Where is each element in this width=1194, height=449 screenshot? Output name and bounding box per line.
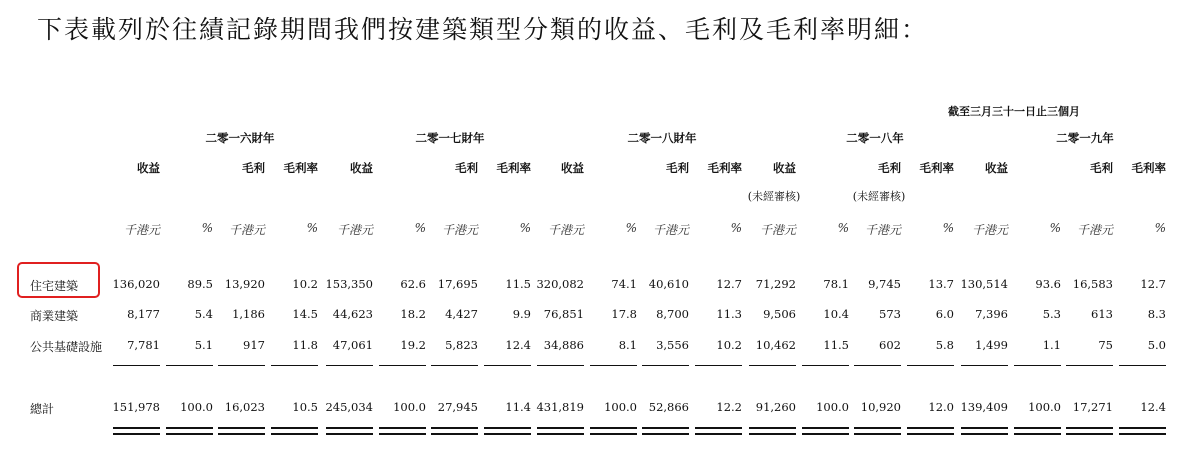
table-cell: 10.2 (292, 277, 318, 291)
table-cell: 18.2 (400, 307, 426, 321)
unit-label: % (1154, 221, 1166, 235)
table-cell: 10.4 (823, 307, 849, 321)
unit-label: % (201, 221, 213, 235)
table-cell: 136,020 (112, 277, 160, 291)
unit-label: 千港元 (652, 223, 689, 237)
table-cell: 9,745 (868, 277, 901, 291)
subtotal-rule (802, 365, 849, 366)
column-header: 收益 (773, 161, 796, 175)
subtotal-rule (218, 365, 265, 366)
total-cell: 91,260 (755, 400, 796, 414)
subtotal-rule (484, 365, 531, 366)
total-cell: 151,978 (112, 400, 160, 414)
total-cell: 245,034 (325, 400, 373, 414)
column-header: 毛利率 (496, 161, 531, 175)
table-cell: 14.5 (292, 307, 318, 321)
total-double-rule (379, 427, 426, 429)
table-cell: 11.8 (292, 338, 318, 352)
total-double-rule (218, 433, 265, 435)
total-double-rule (271, 427, 318, 429)
table-cell: 5,823 (445, 338, 478, 352)
total-double-rule (1119, 433, 1166, 435)
total-double-rule (326, 427, 373, 429)
total-cell: 100.0 (816, 400, 849, 414)
unit-label: % (625, 221, 637, 235)
table-cell: 8,177 (127, 307, 160, 321)
table-cell: 17,695 (437, 277, 478, 291)
table-cell: 5.8 (935, 338, 954, 352)
group-header-3m2018: 二零一八年 (846, 131, 904, 145)
table-cell: 78.1 (823, 277, 849, 291)
table-cell: 5.0 (1147, 338, 1166, 352)
subtotal-rule (431, 365, 478, 366)
total-double-rule (326, 433, 373, 435)
total-double-rule (271, 433, 318, 435)
total-double-rule (1014, 433, 1061, 435)
total-cell: 12.4 (1140, 400, 1166, 414)
unit-label: % (1049, 221, 1061, 235)
table-cell: 75 (1098, 338, 1113, 352)
total-cell: 17,271 (1072, 400, 1113, 414)
table-cell: 5.4 (194, 307, 213, 321)
column-header: 毛利率 (707, 161, 742, 175)
total-double-rule (907, 427, 954, 429)
row-label: 住宅建築 (30, 279, 79, 293)
total-cell: 10.5 (292, 400, 318, 414)
total-cell: 52,866 (648, 400, 689, 414)
column-header: 收益 (137, 161, 160, 175)
group-header-fy2016: 二零一六財年 (205, 131, 275, 145)
table-cell: 9.9 (512, 307, 531, 321)
total-cell: 100.0 (180, 400, 213, 414)
total-double-rule (590, 427, 637, 429)
table-cell: 573 (879, 307, 901, 321)
total-cell: 10,920 (860, 400, 901, 414)
table-cell: 71,292 (755, 277, 796, 291)
column-header: 毛利率 (283, 161, 318, 175)
subtotal-rule (1066, 365, 1113, 366)
total-cell: 139,409 (960, 400, 1008, 414)
unaudited-note: (未經審核) (852, 190, 906, 203)
total-double-rule (749, 433, 796, 435)
table-cell: 8.3 (1147, 307, 1166, 321)
subtotal-rule (166, 365, 213, 366)
group-header-3m2019: 二零一九年 (1056, 131, 1114, 145)
table-cell: 76,851 (543, 307, 584, 321)
subtotal-rule (326, 365, 373, 366)
total-cell: 431,819 (536, 400, 584, 414)
table-cell: 10,462 (755, 338, 796, 352)
column-header: 收益 (561, 161, 584, 175)
total-double-rule (1066, 433, 1113, 435)
total-cell: 100.0 (393, 400, 426, 414)
table-cell: 4,427 (445, 307, 478, 321)
column-header: 毛利 (455, 161, 478, 175)
table-cell: 11.5 (505, 277, 531, 291)
subtotal-rule (590, 365, 637, 366)
table-cell: 1,186 (232, 307, 265, 321)
subtotal-rule (642, 365, 689, 366)
unit-label: 千港元 (228, 223, 265, 237)
unit-label: % (519, 221, 531, 235)
table-cell: 1,499 (975, 338, 1008, 352)
unit-label: % (730, 221, 742, 235)
column-header: 毛利 (878, 161, 901, 175)
total-double-rule (113, 427, 160, 429)
table-cell: 130,514 (960, 277, 1008, 291)
table-cell: 93.6 (1035, 277, 1061, 291)
unit-label: 千港元 (1076, 223, 1113, 237)
total-double-rule (642, 427, 689, 429)
unit-label: 千港元 (864, 223, 901, 237)
column-header: 毛利 (1090, 161, 1113, 175)
total-cell: 27,945 (437, 400, 478, 414)
period-caption: 截至三月三十一日止三個月 (948, 105, 1080, 118)
table-cell: 12.7 (716, 277, 742, 291)
table-cell: 153,350 (325, 277, 373, 291)
unit-label: 千港元 (441, 223, 478, 237)
unit-label: 千港元 (971, 223, 1008, 237)
total-double-rule (166, 427, 213, 429)
total-cell: 100.0 (1028, 400, 1061, 414)
column-header: 收益 (350, 161, 373, 175)
total-double-rule (590, 433, 637, 435)
total-double-rule (537, 427, 584, 429)
total-double-rule (854, 427, 901, 429)
table-cell: 602 (879, 338, 901, 352)
table-cell: 13.7 (928, 277, 954, 291)
total-double-rule (802, 427, 849, 429)
total-cell: 100.0 (604, 400, 637, 414)
total-double-rule (113, 433, 160, 435)
unit-label: 千港元 (759, 223, 796, 237)
column-header: 毛利 (242, 161, 265, 175)
column-header: 毛利率 (1131, 161, 1166, 175)
table-cell: 7,396 (975, 307, 1008, 321)
total-double-rule (1066, 427, 1113, 429)
table-cell: 11.3 (716, 307, 742, 321)
total-double-rule (431, 427, 478, 429)
unit-label: % (414, 221, 426, 235)
table-cell: 74.1 (611, 277, 637, 291)
subtotal-rule (695, 365, 742, 366)
intro-text: 下表載列於往績記錄期間我們按建築類型分類的收益、毛利及毛利率明細： (37, 15, 929, 44)
table-cell: 5.1 (194, 338, 213, 352)
unit-label: 千港元 (547, 223, 584, 237)
total-label: 總計 (30, 402, 55, 416)
table-cell: 34,886 (543, 338, 584, 352)
highlight-box (17, 262, 100, 298)
table-cell: 12.4 (505, 338, 531, 352)
unit-label: 千港元 (123, 223, 160, 237)
subtotal-rule (854, 365, 901, 366)
table-cell: 12.7 (1140, 277, 1166, 291)
column-header: 毛利率 (919, 161, 954, 175)
unit-label: 千港元 (336, 223, 373, 237)
table-cell: 8,700 (656, 307, 689, 321)
subtotal-rule (1119, 365, 1166, 366)
total-double-rule (379, 433, 426, 435)
total-double-rule (484, 433, 531, 435)
total-double-rule (695, 433, 742, 435)
table-cell: 19.2 (400, 338, 426, 352)
total-double-rule (961, 433, 1008, 435)
group-header-fy2018: 二零一八財年 (627, 131, 697, 145)
subtotal-rule (271, 365, 318, 366)
row-label: 商業建築 (30, 309, 79, 323)
total-cell: 12.0 (928, 400, 954, 414)
table-cell: 3,556 (656, 338, 689, 352)
total-double-rule (537, 433, 584, 435)
table-cell: 5.3 (1042, 307, 1061, 321)
table-cell: 89.5 (187, 277, 213, 291)
subtotal-rule (907, 365, 954, 366)
subtotal-rule (113, 365, 160, 366)
table-cell: 8.1 (618, 338, 637, 352)
total-double-rule (484, 427, 531, 429)
total-cell: 11.4 (505, 400, 531, 414)
subtotal-rule (961, 365, 1008, 366)
group-header-fy2017: 二零一七財年 (415, 131, 485, 145)
total-double-rule (907, 433, 954, 435)
table-cell: 16,583 (1072, 277, 1113, 291)
total-double-rule (961, 427, 1008, 429)
unit-label: % (942, 221, 954, 235)
table-cell: 40,610 (648, 277, 689, 291)
total-double-rule (642, 433, 689, 435)
table-cell: 6.0 (935, 307, 954, 321)
total-double-rule (166, 433, 213, 435)
subtotal-rule (1014, 365, 1061, 366)
table-cell: 17.8 (611, 307, 637, 321)
total-double-rule (854, 433, 901, 435)
table-cell: 47,061 (332, 338, 373, 352)
total-cell: 16,023 (224, 400, 265, 414)
subtotal-rule (749, 365, 796, 366)
subtotal-rule (537, 365, 584, 366)
column-header: 毛利 (666, 161, 689, 175)
subtotal-rule (379, 365, 426, 366)
table-cell: 9,506 (763, 307, 796, 321)
table-cell: 7,781 (127, 338, 160, 352)
table-cell: 917 (243, 338, 265, 352)
table-cell: 13,920 (224, 277, 265, 291)
total-double-rule (802, 433, 849, 435)
total-double-rule (218, 427, 265, 429)
table-cell: 1.1 (1042, 338, 1061, 352)
total-double-rule (749, 427, 796, 429)
total-double-rule (431, 433, 478, 435)
total-double-rule (1119, 427, 1166, 429)
table-cell: 62.6 (400, 277, 426, 291)
total-double-rule (1014, 427, 1061, 429)
column-header: 收益 (985, 161, 1008, 175)
row-label: 公共基礎設施 (30, 340, 103, 354)
unit-label: % (837, 221, 849, 235)
unit-label: % (306, 221, 318, 235)
total-cell: 12.2 (716, 400, 742, 414)
table-cell: 11.5 (823, 338, 849, 352)
table-cell: 10.2 (716, 338, 742, 352)
total-double-rule (695, 427, 742, 429)
unaudited-note: (未經審核) (747, 190, 801, 203)
table-cell: 44,623 (332, 307, 373, 321)
table-cell: 320,082 (536, 277, 584, 291)
table-cell: 613 (1091, 307, 1113, 321)
